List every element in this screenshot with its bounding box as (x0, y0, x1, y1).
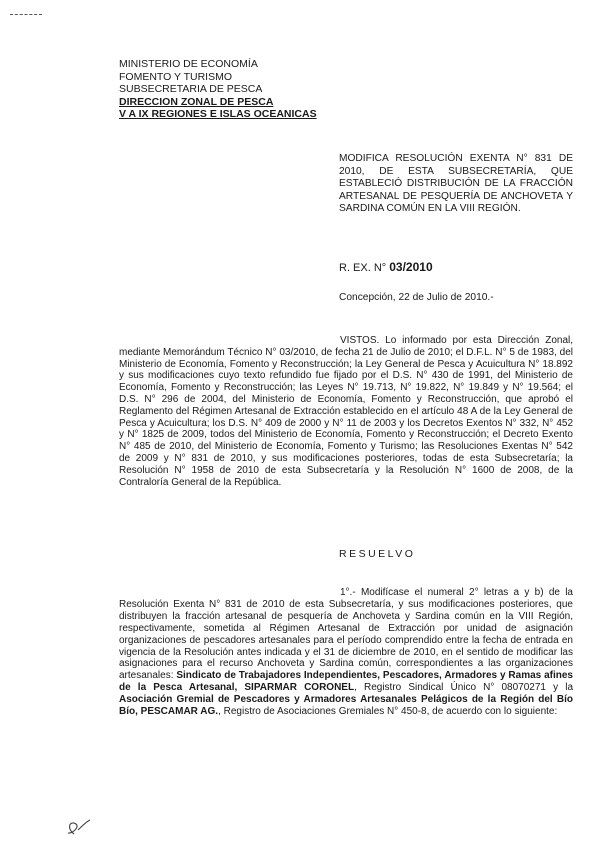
letterhead-ministry: MINISTERIO DE ECONOMÍA (119, 58, 258, 70)
resuelvo-title: RESUELVO (339, 548, 416, 560)
article-1-siparmar: Sindicato de Trabajadores Independientes, Pescadores, Armadores y Ramas afines de la Pesca Artesanal, SIPARMAR CORONEL (119, 670, 573, 694)
vistos-lead: VISTOS. (340, 335, 380, 346)
article-1-tail: , Registro de Asociaciones Gremiales N° 450-8, de acuerdo con lo siguiente: (218, 706, 558, 718)
letterhead-subsecretaria: SUBSECRETARIA DE PESCA (119, 83, 263, 95)
signature-initials (60, 800, 100, 840)
resolution-subject: MODIFICA RESOLUCIÓN EXENTA N° 831 DE 2010, DE ESTA SUBSECRETARÍA, QUE ESTABLECIÓ DISTRIBUCIÓN DE LA FRACCIÓN ARTESANAL DE PESQUERÍA DE ANCHOVETA Y SARDINA COMÚN EN LA VIII REGIÓN. (339, 153, 573, 214)
place-date: Concepción, 22 de Julio de 2010.- (339, 292, 494, 303)
resolution-prefix: R. EX. N° (339, 262, 387, 274)
letterhead-ministry-2: FOMENTO Y TURISMO (119, 70, 232, 83)
letterhead (119, 58, 317, 121)
resolution-number (339, 260, 433, 274)
article-1-text: 1°.- Modifícase el numeral 2° letras a y b) de la Resolución Exenta N° 831 de 2010 de esta Subsecretaría, y sus modificaciones posteriores, que distribuyen la fracción artesanal de pesquería de Anchoveta y Sardina común en la VIII Región, respectivamente, sometida al Régimen Artesanal de Extracción por unidad de asignación organizaciones de pescadores artesanales para el período comprendido entre la fecha de entrada en vigencia de la Resolución antes indicada y el 31 de diciembre de 2010, en el sentido de modificar las asignaciones para el recurso Anchoveta y Sardina común, correspondientes a las organizaciones artesanales: (119, 587, 573, 682)
vistos-text: Lo informado por esta Dirección Zonal, mediante Memorándum Técnico N° 03/2010, de fecha 21 de Julio de 2010; el D.F.L. N° 5 de 1983, del Ministerio de Economía, Fomento y Reconstrucción; la Ley General de Pesca y Acuicultura N° 18.892 y sus modificaciones cuyo texto refundido fue fijado por el D.S. N° 430 de 1991, del Ministerio de Economía, Fomento y Reconstrucción; las Leyes N° 19.713, N° 19.822, N° 19.849 y N° 19.564; el D.S. N° 296 de 2004, del Ministerio de Economía, Fomento y Reconstrucción, que aprobó el Reglamento del Régimen Artesanal de Extracción establecido en el artículo 48 A de la Ley General de Pesca y Acuicultura; los D.S. N° 409 de 2000 y N° 11 de 2003 y los Decretos Exentos N° 332, N° 452 y N° 1825 de 2009, todos del Ministerio de Economía, Fomento y Reconstrucción; el Decreto Exento N° 485 de 2010, del Ministerio de Economía, Fomento y Turismo; las Resoluciones Exentas N° 542 de 2009 y N° 831 de 2010, y sus modificaciones posteriores, todas de esta Subsecretaría; la Resolución N° 1958 de 2010 de esta Subsecretaría y la Resolución N° 1600 de 2008, de la Contraloría General de la República. (119, 335, 574, 488)
article-1-registro: , Registro Sindical Único N° 08070271 y la (354, 682, 573, 694)
corner-dash-mark (10, 14, 42, 15)
article-1-paragraph (119, 587, 573, 718)
article-1-pescamar: Asociación Gremial de Pescadores y Armadores Artesanales Pelágicos de la Región del Bío Bío, PESCAMAR AG. (119, 694, 573, 718)
letterhead-regiones: V A IX REGIONES E ISLAS OCEANICAS (119, 108, 317, 120)
letterhead-direccion: DIRECCION ZONAL DE PESCA (119, 95, 274, 108)
vistos-paragraph (119, 335, 573, 488)
resolution-number-value: 03/2010 (389, 260, 433, 274)
